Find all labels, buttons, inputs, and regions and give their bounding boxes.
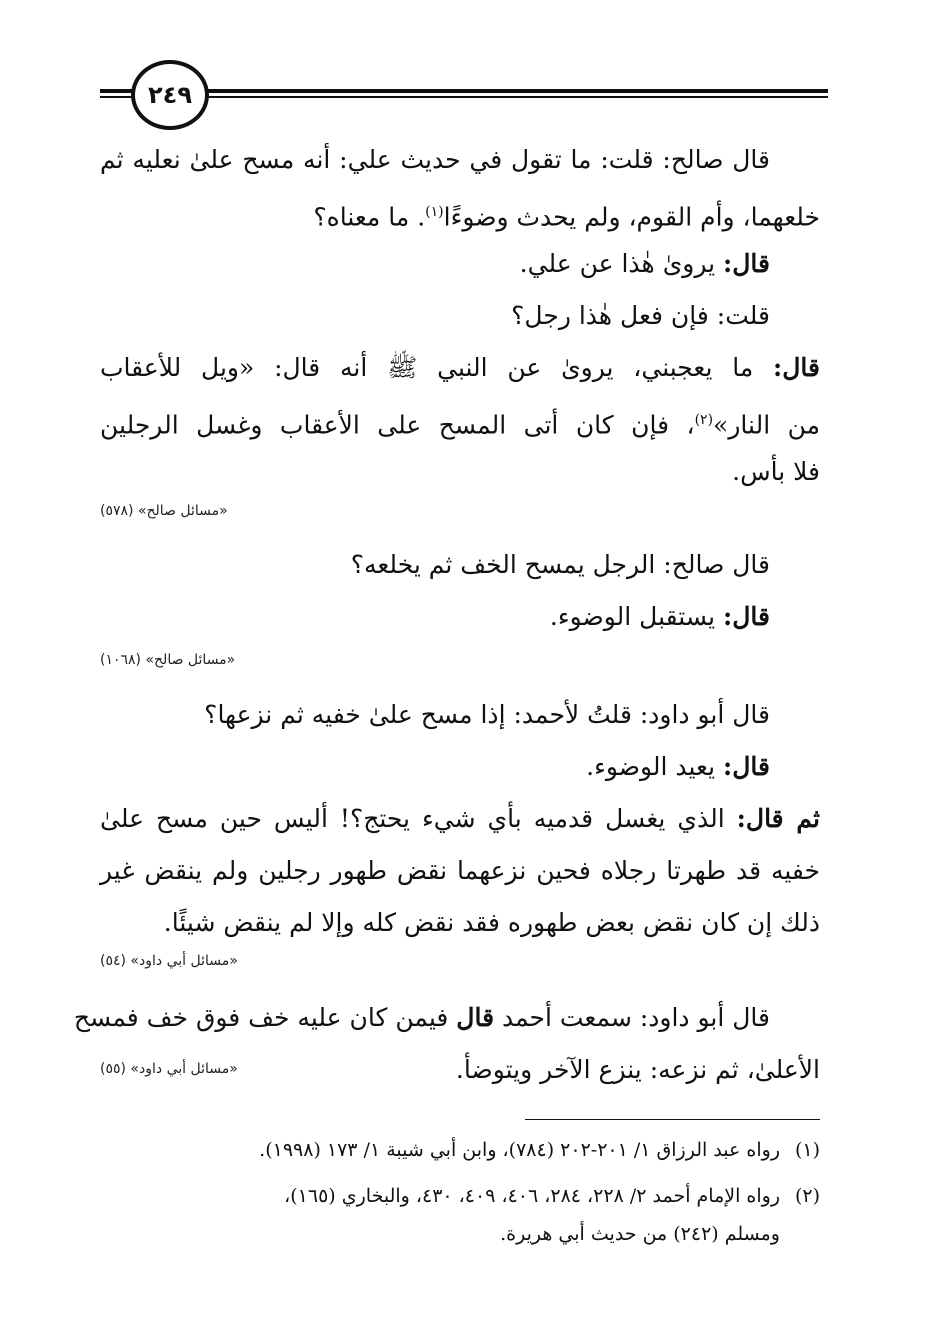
footnote-2-cont <box>100 1219 820 1250</box>
source-citation-2: «مسائل صالح» (١٠٦٨) <box>100 652 236 668</box>
text-line-12 <box>100 799 820 839</box>
keyword-qal: قال: <box>723 752 770 781</box>
text-span: الأعلىٰ، ثم نزعه: ينزع الآخر ويتوضأ. <box>455 1055 820 1084</box>
text-span: يروىٰ هٰذا عن علي. <box>519 249 724 278</box>
text-span: ما يعجبني، يروىٰ عن النبي ﷺ أنه قال: «ويل للأعقاب <box>100 353 774 382</box>
text-span: قلت: فإن فعل هٰذا رجل؟ <box>511 301 770 330</box>
text-span: قال أبو داود: قلتُ لأحمد: إذا مسح علىٰ خفيه ثم نزعها؟ <box>204 700 770 729</box>
keyword-qal: قال: <box>773 353 820 382</box>
text-span: ، فإن كان أتى المسح على الأعقاب وغسل الرجلين <box>100 410 695 440</box>
keyword-qal: قال: <box>723 602 770 631</box>
text-span: يعيد الوضوء. <box>586 752 724 781</box>
header-rule-thick <box>100 89 828 93</box>
footnote-ref-2[interactable]: (٢) <box>694 412 714 428</box>
source-citation-1: «مسائل صالح» (٥٧٨) <box>100 503 228 519</box>
keyword-thumma-qal: ثم قال: <box>736 804 820 833</box>
text-line-7 <box>100 452 820 492</box>
text-span: قال أبو داود: سمعت أحمد <box>494 1003 770 1032</box>
footnote-number: (١) <box>794 1139 820 1161</box>
text-span: قال صالح: قلت: ما تقول في حديث علي: أنه مسح علىٰ نعليه ثم <box>100 145 770 174</box>
text-line-9 <box>100 597 820 637</box>
text-line-5 <box>100 348 820 388</box>
footnote-divider <box>525 1119 820 1120</box>
footnote-1 <box>100 1135 820 1166</box>
text-span: ذلك إن كان نقض بعض طهوره فقد نقض كله وإلا لم ينقض شيئًا. <box>163 908 820 937</box>
text-span: يستقبل الوضوء. <box>549 602 724 631</box>
text-span: فلا بأس. <box>732 457 820 486</box>
text-span: خلعهما، وأم القوم، ولم يحدث وضوءًا <box>443 202 820 232</box>
text-line-2 <box>100 192 820 237</box>
text-line-15 <box>73 998 820 1038</box>
footnote-text: ومسلم (٢٤٢) من حديث أبي هريرة. <box>500 1223 780 1245</box>
text-span: خفيه قد طهرتا رجلاه فحين نزعهما نقض طهور رجلين ولم ينقض غير <box>100 856 820 885</box>
header-rule-thin <box>100 96 828 98</box>
footnote-number: (٢) <box>794 1185 820 1207</box>
text-line-3 <box>100 244 820 284</box>
text-line-14 <box>100 903 820 943</box>
page-number: ٢٤٩ <box>131 60 209 130</box>
footnote-text: رواه عبد الرزاق ١/ ٢٠١-٢٠٢ (٧٨٤)، وابن أبي شيبة ١/ ١٧٣ (١٩٩٨). <box>259 1139 780 1161</box>
source-citation-4: «مسائل أبي داود» (٥٥) <box>100 1061 238 1077</box>
keyword-qal: قال: <box>723 249 770 278</box>
text-line-1 <box>100 140 820 180</box>
text-line-6 <box>100 400 820 445</box>
footnote-text: رواه الإمام أحمد ٢/ ٢٢٨، ٢٨٤، ٤٠٦، ٤٠٩، ٤٣٠، والبخاري (١٦٥)، <box>284 1185 780 1207</box>
source-citation-3: «مسائل أبي داود» (٥٤) <box>100 953 238 969</box>
footnote-ref-1[interactable]: (١) <box>425 204 444 220</box>
text-line-11 <box>100 747 820 787</box>
text-line-13 <box>100 851 820 891</box>
text-span: الذي يغسل قدميه بأي شيء يحتج؟! أليس حين مسح علىٰ <box>100 804 737 833</box>
text-span: من النار» <box>713 410 820 440</box>
text-line-4 <box>100 296 820 336</box>
footnote-2 <box>100 1181 820 1212</box>
keyword-qal: قال <box>456 1003 495 1032</box>
text-line-8 <box>100 545 820 585</box>
text-line-10 <box>100 695 820 735</box>
text-span: . ما معناه؟ <box>313 202 426 232</box>
text-span: فيمن كان عليه خف فوق خف فمسح <box>73 1003 457 1032</box>
text-span: قال صالح: الرجل يمسح الخف ثم يخلعه؟ <box>350 550 770 579</box>
